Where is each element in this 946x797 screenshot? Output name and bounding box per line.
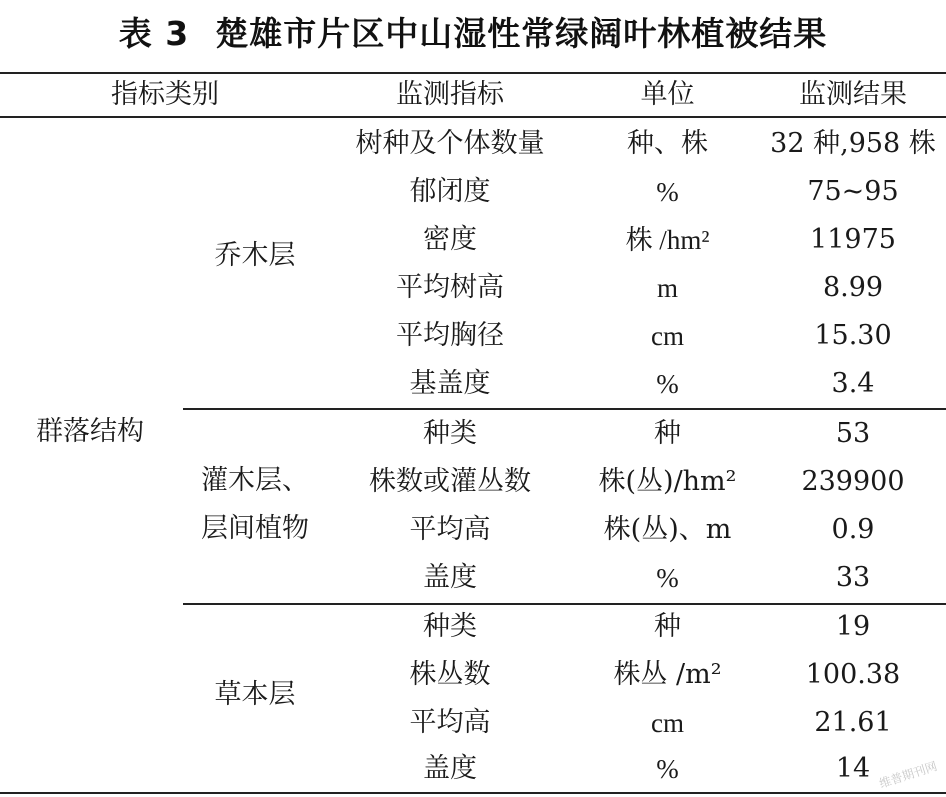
table-row-unit: 株丛 /m² (613, 659, 722, 690)
table-row-indicator: 密度 (423, 224, 477, 255)
table-row-indicator: 平均树高 (396, 272, 504, 303)
table-row-indicator: 种类 (423, 418, 477, 449)
table-row-indicator: 株数或灌丛数 (369, 466, 531, 497)
table-row-indicator: 平均高 (409, 707, 491, 738)
table-row-unit: cm (651, 708, 684, 738)
header-indicator: 监测指标 (396, 79, 504, 110)
table-row-result: 239900 (801, 466, 905, 497)
table-row-unit: 株 /hm² (625, 225, 710, 255)
group-herb-layer: 草本层 (214, 679, 296, 710)
table-row-unit: 种、株 (627, 128, 708, 159)
table-row-result: 14 (835, 753, 871, 784)
table-row-result: 15.30 (814, 320, 892, 351)
table-row-result: 0.9 (831, 514, 875, 545)
watermark: 维普期刊网 (877, 759, 939, 791)
group-shrub-layer-line1: 灌木层、 (201, 465, 309, 496)
table-row-unit: m (656, 273, 678, 303)
table-row-result: 100.38 (805, 659, 901, 690)
table-row-unit: % (656, 563, 679, 593)
table-row-unit: 株(丛)/hm² (598, 466, 737, 497)
header-result: 监测结果 (799, 79, 907, 110)
table-title (0, 8, 946, 55)
table-row-unit: % (656, 754, 679, 784)
table-row-result: 53 (835, 418, 871, 449)
table-number: 表 3 (118, 14, 190, 53)
table-row-unit: % (656, 177, 679, 207)
table-row-unit: 种 (654, 611, 681, 642)
table-row-result: 3.4 (831, 368, 875, 399)
header-unit: 单位 (640, 79, 695, 110)
table-row-result: 8.99 (822, 272, 884, 303)
table-row-result: 21.61 (814, 707, 892, 738)
table-row-indicator: 郁闭度 (409, 176, 491, 207)
table-row-indicator: 平均高 (409, 514, 491, 545)
group-shrub-layer-line2: 层间植物 (201, 513, 309, 544)
table-row-unit: cm (651, 321, 684, 351)
table-row-indicator: 种类 (423, 611, 477, 642)
table-row-indicator: 基盖度 (409, 368, 491, 399)
table-title-text: 楚雄市片区中山湿性常绿阔叶林植被结果 (215, 14, 828, 53)
table-row-indicator: 株丛数 (409, 659, 491, 690)
table-row-indicator: 盖度 (423, 753, 477, 784)
table-row-unit: 种 (654, 418, 681, 449)
group-tree-layer: 乔木层 (214, 240, 296, 271)
header-category: 指标类别 (111, 79, 219, 110)
table-row-unit: % (656, 369, 679, 399)
table-row-indicator: 树种及个体数量 (355, 128, 545, 159)
table-row-result: 11975 (810, 224, 896, 255)
table-row-indicator: 盖度 (423, 562, 477, 593)
category-community-structure: 群落结构 (36, 416, 144, 447)
table-row-result: 32 种,958 株 (770, 128, 936, 159)
table-row-indicator: 平均胸径 (396, 320, 504, 351)
table-row-unit: 株(丛)、m (603, 514, 732, 545)
table-row-result: 33 (835, 562, 871, 593)
table-row-result: 19 (835, 611, 871, 642)
table-row-result: 75~95 (807, 176, 899, 207)
